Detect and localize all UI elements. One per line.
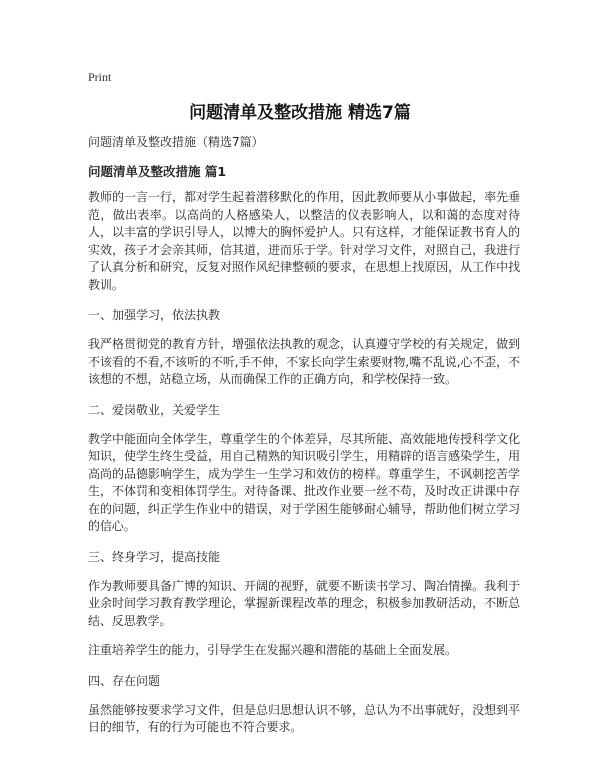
paragraph-intro: 教师的一言一行，都对学生起着潜移默化的作用，因此教师要从小事做起，率先垂范，做出表率。以高尚的人格感染人，以整洁的仪表影响人，以和蔼的态度对待人，以丰富的学识引导人，以博大的胸怀爱护人。只有这样，才能保证教书育人的实效，孩子才会亲其师，信其道，进而乐于学。针对学习文件，对照自己，我进行了认真分析和研究，反复对照作风纪律整顿的要求，在思想上找原因，从工作中找教训。 (88, 190, 520, 292)
heading-love-students: 二、爱岗敬业，关爱学生 (88, 402, 221, 417)
paragraph-study-law: 我严格贯彻党的教育方针，增强依法执教的观念，认真遵守学校的有关规定，做到不该看的不看,不该听的不听,手不伸，不家长向学生索要财物,嘴不乱说,心不歪，不该想的不想，站稳立场，从而确保工作的正确方向，和学校保持一致。 (88, 337, 520, 386)
document-body (88, 133, 520, 749)
document-title: 问题清单及整改措施 精选7篇 (189, 103, 411, 123)
heading-lifelong-learning: 三、终身学习，提高技能 (88, 549, 221, 564)
paragraph-love-students: 教学中能面向全体学生，尊重学生的个体差异，尽其所能、高效能地传授科学文化知识，使学生终生受益，用自己精熟的知识吸引学生，用精辟的语言感染学生，用高尚的品德影响学生，成为学生一生学习和效仿的榜样。尊重学生，不讽刺挖苦学生，不体罚和变相体罚学生。对待备课、批改作业要一丝不苟，及时改正讲课中存在的问题，纠正学生作业中的错误，对于学困生能够耐心辅导，帮助他们树立学习的信心。 (88, 431, 520, 533)
print-link[interactable]: Print (88, 70, 112, 84)
paragraph-lifelong-learning: 作为教师要具备广博的知识、开阔的视野，就要不断读书学习、陶冶情操。我利于业余时间学习教育教学理论，掌握新课程改革的理念，积极参加教研活动，不断总结、反思教学。 (88, 578, 520, 628)
paragraph-student-ability: 注重培养学生的能力，引导学生在发掘兴趣和潜能的基础上全面发展。 (88, 643, 457, 657)
heading-problems: 四、存在问题 (88, 673, 161, 688)
section-heading: 问题清单及整改措施 篇1 (88, 164, 227, 179)
heading-study-law: 一、加强学习，依法执教 (88, 308, 221, 322)
paragraph-problems: 虽然能够按要求学习文件，但是总归思想认识不够，总认为不出事就好，没想到平日的细节，有的行为可能也不符合要求。 (88, 702, 520, 734)
document-subtitle: 问题清单及整改措施（精选7篇） (88, 135, 264, 149)
